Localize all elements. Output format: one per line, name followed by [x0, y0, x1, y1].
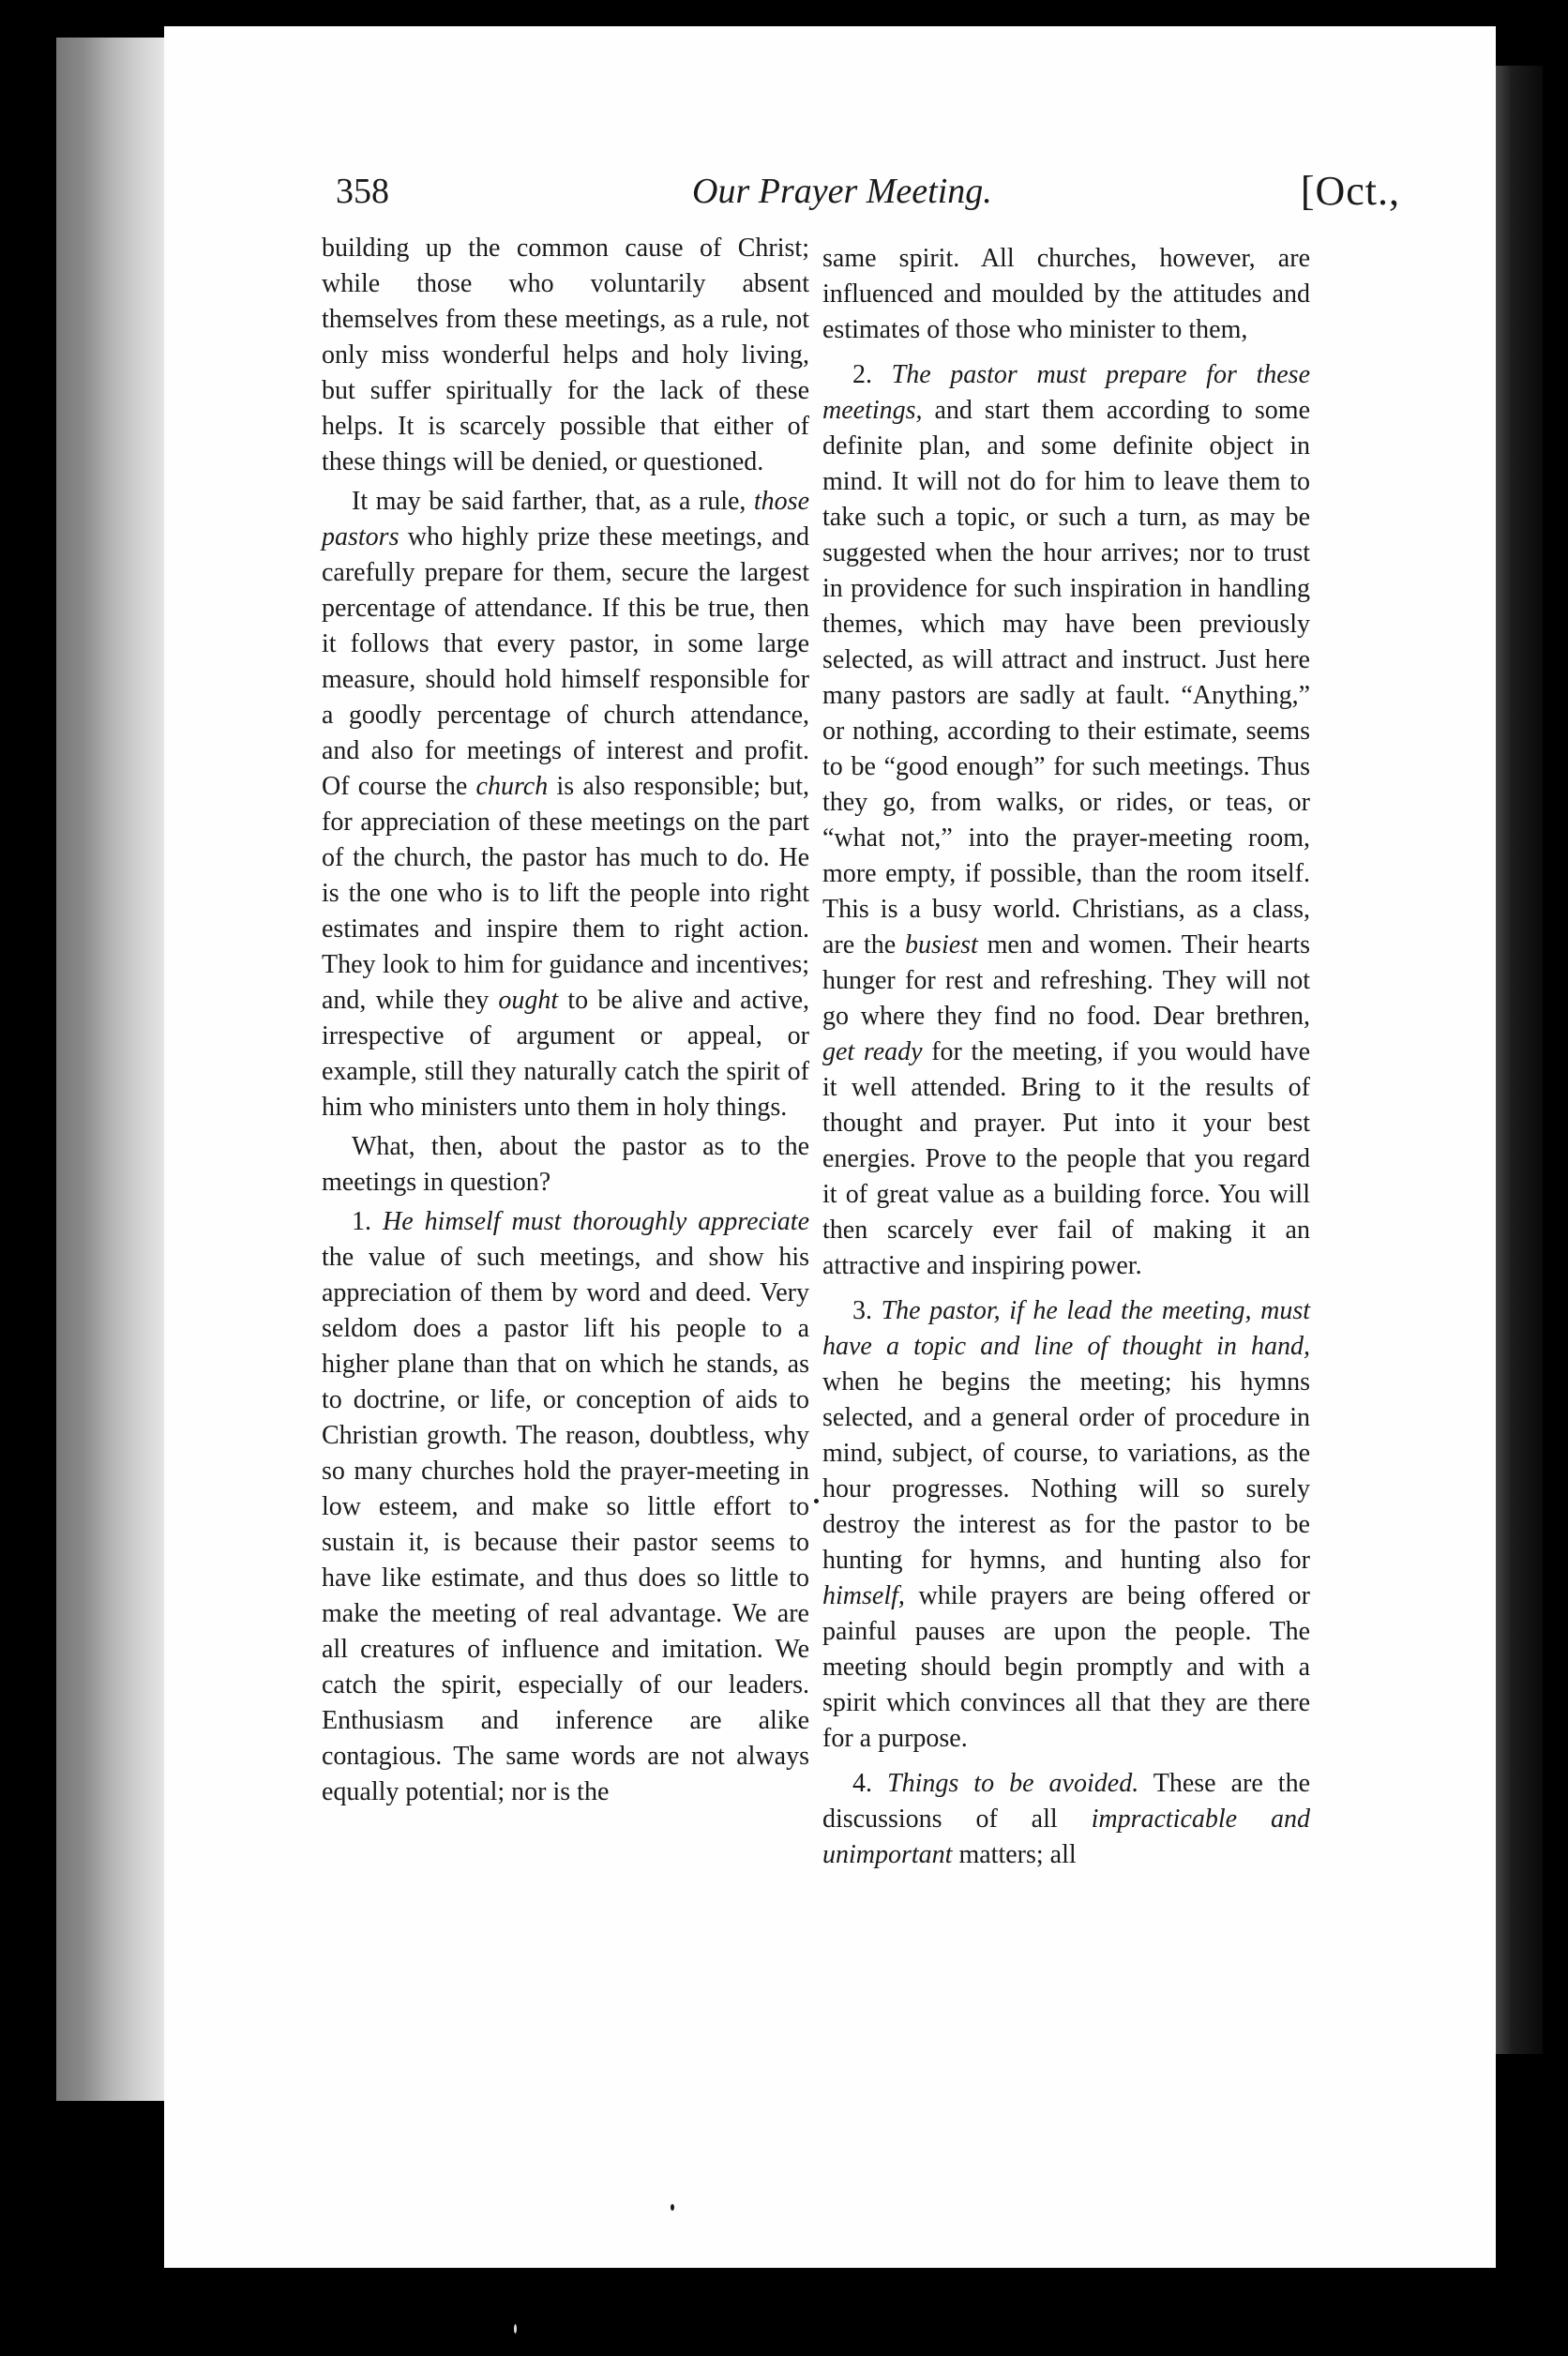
- paragraph: building up the common cause of Christ; while those who voluntarily absent themselves from these meetings, as a rule, not only miss wonderful helps and holy living, but suffer spiritually for the lack of these helps. It is scarcely possible that either of these things will be denied, or questioned.: [322, 234, 809, 476]
- left-column: [322, 231, 809, 1810]
- paragraph: 2. The pastor must prepare for these meetings, and start them according to some definite plan, and some definite object in mind. It will not do for him to leave them to take such a topic, or such a turn, as may be suggested when the hour arrives; nor to trust in providence for such inspiration in handling themes, which may have been previously selected, as will attract and instruct. Just here many pastors are sadly at fault. “Anything,” or nothing, according to their estimate, seems to be “good enough” for such meetings. Thus they go, from walks, or rides, or teas, or “what not,” into the prayer-meeting room, more empty, if possible, than the room itself. This is a busy world. Christians, as a class, are the busiest men and women. Their hearts hunger for rest and refreshing. They will not go where they find no food. Dear brethren, get ready for the meeting, if you would have it well attended. Bring to it the results of thought and prayer. Put into it your best energies. Prove to the people that you regard it of great value as a building force. You will then scarcely ever fail of making it an attractive and inspiring power.: [822, 360, 1311, 1280]
- running-header: [167, 168, 1400, 227]
- paragraph: same spirit. All churches, however, are influenced and moulded by the attitudes and estimates of those who minister to them,: [822, 244, 1310, 344]
- running-date: [Oct.,: [1300, 168, 1400, 214]
- paragraph: What, then, about the pastor as to the meetings in question?: [322, 1132, 809, 1197]
- paragraph: 1. He himself must thoroughly appreciate the value of such meetings, and show his appreciation of them by word and deed. Very seldom does a pastor lift his people to a higher plane than that on which he stands, as to doctrine, or life, or conception of aids to Christian growth. The reason, doubtless, why so many churches hold the prayer-meeting in low esteem, and make so little effort to sustain it, is because their pastor seems to have like estimate, and thus does so little to make the meeting of real advantage. We are all creatures of influence and imitation. We catch the spirit, especially of our leaders. Enthusiasm and inference are alike contagious. The same words are not always equally potential; nor is the: [322, 1207, 809, 1806]
- scan-speck: [514, 2324, 517, 2333]
- scan-speck: [814, 1499, 819, 1503]
- right-column: [822, 241, 1310, 1873]
- paragraph: 3. The pastor, if he lead the meeting, must have a topic and line of thought in hand, when he begins the meeting; his hymns selected, and a general order of procedure in mind, subject, of course, to variations, as the hour progresses. Nothing will so surely destroy the interest as for the pastor to be hunting for hymns, and hunting also for himself, while prayers are being offered or painful pauses are upon the people. The meeting should begin promptly and with a spirit which convinces all that they are there for a purpose.: [822, 1296, 1310, 1753]
- page-edge-left: [56, 38, 164, 2101]
- page-edge-right: [1496, 66, 1543, 2054]
- page-number: 358: [336, 172, 389, 211]
- running-title: Our Prayer Meeting.: [692, 172, 992, 211]
- paragraph: 4. Things to be avoided. These are the discussions of all impracticable and unimportant matters; all: [822, 1769, 1311, 1869]
- paragraph: It may be said farther, that, as a rule, those pastors who highly prize these meetings, and carefully prepare for them, secure the largest percentage of attendance. If this be true, then it follows that every pastor, in some large measure, should hold himself responsible for a goodly percentage of church attendance, and also for meetings of interest and profit. Of course the church is also responsible; but, for appreciation of these meetings on the part of the church, the pastor has much to do. He is the one who is to lift the people into right estimates and inspire them to right action. They look to him for guidance and incentives; and, while they ought to be alive and active, irrespective of argument or appeal, or example, still they naturally catch the spirit of him who ministers unto them in holy things.: [322, 487, 810, 1122]
- scan-speck: [671, 2204, 674, 2211]
